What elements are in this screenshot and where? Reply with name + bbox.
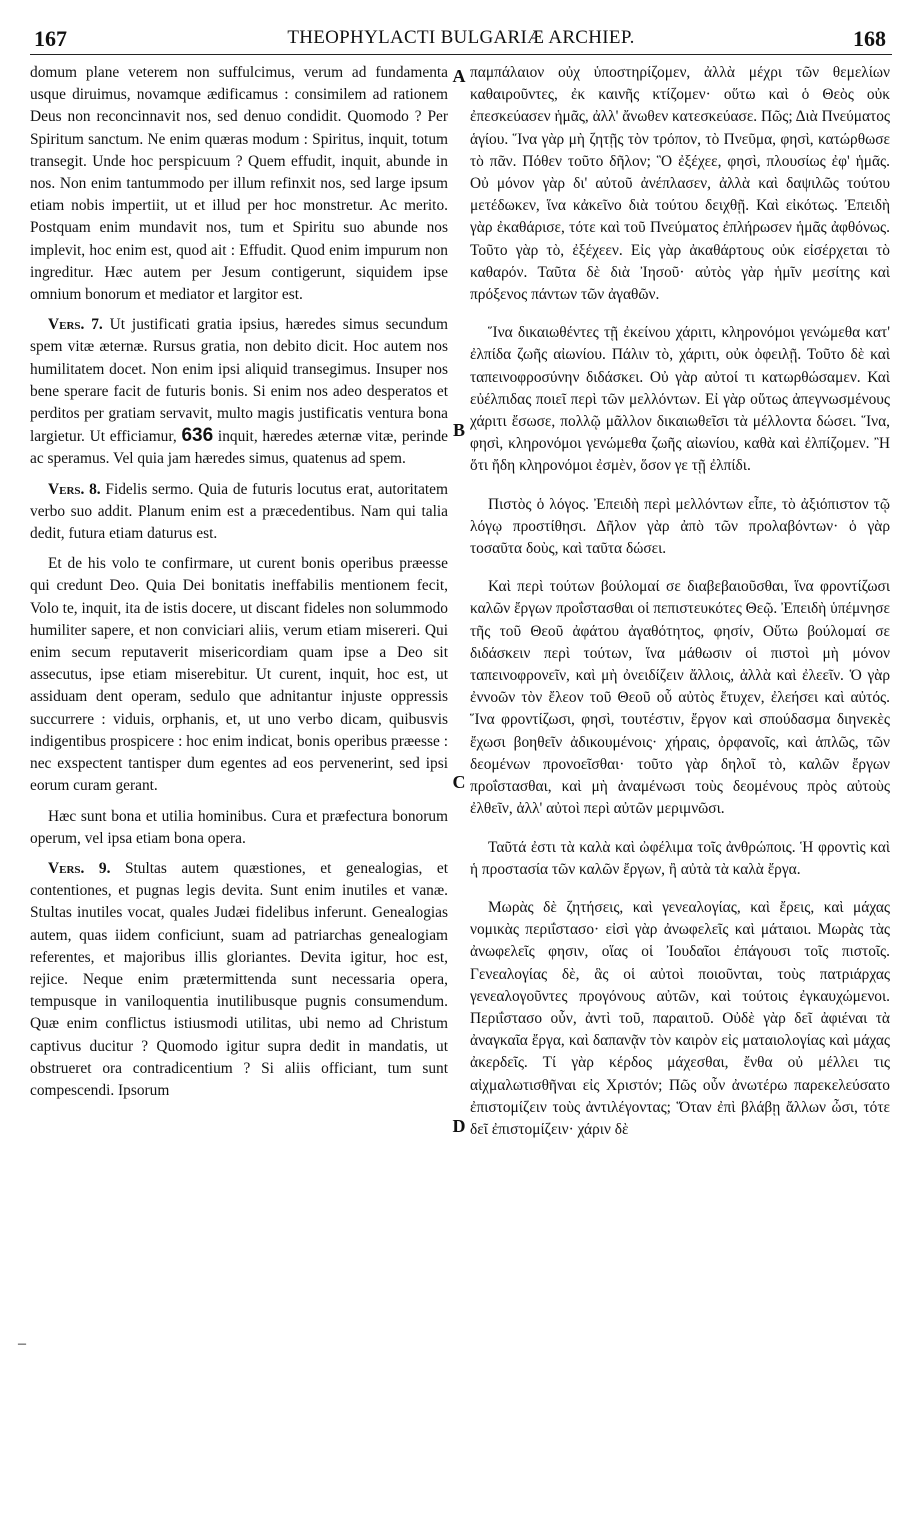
verse-7-label: Vers. 7. — [48, 316, 103, 334]
latin-column — [30, 62, 448, 1524]
section-marker-a: A — [452, 66, 466, 86]
running-title: THEOPHYLACTI BULGARIÆ ARCHIEP. — [287, 27, 635, 48]
latin-paragraph-1: domum plane veterem non suffulcimus, verum ad fundamenta usque diruimus, novamque ædificamus : consimilem ad rationem Deus non reconcinnavit nos, sed denuo condidit. Quomodo ? Per Spiritum sanctum. Ne enim quæras modum : Spiritus, inquit, totum transegit. Unde hoc perspicuum ? Quem effudit, inquit, abunde in nos. Non enim tantummodo per illum refinxit nos, sed large ipsum etiam nobis impertiit, ut et illud per hoc monstretur. Ac merito. Postquam enim mundavit nos, tum et Spiritu suo abunde nos implevit, hoc enim est, quod ait : Effudit. Quod enim impurum non ingreditur. Hæc autem per Jesum contigerunt, siquidem ipse omnium bonorum et mediator et largitor est. — [30, 64, 448, 304]
latin-paragraph-haec: Hæc sunt bona et utilia hominibus. Cura et præfectura bonorum operum, vel ipsa etiam bona opera. — [30, 807, 448, 847]
greek-paragraph-3: Πιστὸς ὁ λόγος. Ἐπειδὴ περὶ μελλόντων εἶπε, τὸ ἀξιόπιστον τῷ λόγῳ προστίθησι. Δῆλον γὰρ ἀπὸ τῶν προλαβόντων· ὁ γὰρ τοσαῦτα δοὺς, καὶ ταῦτα δώσει. — [470, 495, 890, 558]
greek-paragraph-4: Καὶ περὶ τούτων βούλομαί σε διαβεβαιοῦσθαι, ἵνα φροντίζωσι καλῶν ἔργων προΐστασθαι οἱ πεπιστευκότες Θεῷ. Ἐπειδὴ ὑπέμνησε τῆς τοῦ Θεοῦ ἀφάτου ἀγαθότητος, φησίν, Οὕτω βούλομαί σε διδάσκειν περὶ τούτων, ἵνα μάθωσιν οἱ πιστοὶ μὴ μόνον ταπεινοφρονεῖν, καὶ μὴ ὀνειδίζειν ἄλλοις, ἀλλὰ καὶ ἐλεεῖν. Ὁ γὰρ ἐννοῶν τὸν ἔλεον τοῦ Θεοῦ οὗ αὐτὸς ἔτυχεν, ἐλεήσει καὶ αὐτός. Ἵνα φροντίζωσι, φησὶ, τουτέστιν, ἔργον καὶ σπούδασμα διηνεκὲς ἔχωσι βοηθεῖν ἀδικουμένοις· χήραις, ὀρφανοῖς, καὶ ἁπλῶς, τῶν δεομένων προνοεῖσθαι· τοῦτο γὰρ δηλοῖ τὸ, καλῶν ἔργων προΐστασθαι, καὶ μὴ ἀναμένωσι τοὺς δεομένους πρὸς αὐτοὺς ἐλθεῖν, ἀλλ' αὐτοὶ περὶ αὐτῶν μεριμνῶσι. — [470, 578, 890, 818]
latin-paragraph-confirmare: Et de his volo te confirmare, ut curent bonis operibus præesse qui credunt Deo. Quia Dei bonitatis ineffabilis mentionem fecit, Volo te, inquit, ita de istis docere, ut discant fideles non solummodo humiliter sapere, et non conviciari aliis, verum etiam misereri. Qui enim secum reputaverit misericordiam quam ipse a Deo sit assecutus, ipse etiam miserebitur. Ut curent, inquit, hoc est, ut assiduam dent operam, sedulo que adnitantur injuste oppressis succurrere : viduis, orphanis, et, ut uno verbo dicam, quibusvis indigentibus prospicere : hoc enim indicat, bonis operibus præesse : nec exspectent tantisper dum egentes ad eos pervenerint, sed ipsi eorum curam gerant. — [30, 555, 448, 795]
latin-verse-9 — [30, 858, 448, 1102]
greek-paragraph-2: Ἵνα δικαιωθέντες τῇ ἐκείνου χάριτι, κληρονόμοι γενώμεθα κατ' ἐλπίδα ζωῆς αἰωνίου. Πάλιν τὸ, χάριτι, οὐκ ὀφειλῇ. Τοῦτο δὲ καὶ ταπεινοφροσύνην διδάσκει. Οὐ γὰρ αὐτοί τι κατωρθώσαμεν. Καὶ εὐέλπιδας ποιεῖ περὶ τῶν μελλόντων. Εἰ γὰρ οὕτως ἀπεγνωσμένους χάριτι ἔσωσε, πολλῷ μᾶλλον δικαιωθεῖσι τὰ μέλλοντα δώσει. Ἵνα, φησὶ, κληρονόμοι γενώμεθα ζωῆς αἰωνίου, καθὰ καὶ ἐλπίζομεν. Ἢ ὅτι ἤδη κληρονόμοι ἐσμὲν, ὅσον γε τῇ ἐλπίδι. — [470, 324, 890, 475]
section-marker-c: C — [452, 772, 466, 792]
latin-verse-8 — [30, 479, 448, 546]
greek-column — [470, 62, 890, 1524]
verse-7-text-b: inquit, hæredes æternæ vitæ, perinde ac speramus. Vel quia jam hæredes simus, quatenus ad spem. — [30, 428, 448, 468]
verse-9-label: Vers. 9. — [48, 859, 111, 877]
latin-verse-7 — [30, 314, 448, 470]
left-page-number: 167 — [34, 26, 67, 51]
greek-paragraph-5: Ταῦτά ἐστι τὰ καλὰ καὶ ὠφέλιμα τοῖς ἀνθρώποις. Ἡ φροντὶς καὶ ἡ προστασία τῶν καλῶν ἔργων, ἢ αὐτὰ τὰ καλὰ ἔργα. — [470, 838, 890, 878]
verse-9-text: Stultas autem quæstiones, et genealogias, et contentiones, et pugnas legis devita. Sunt enim inutiles et vanæ. Stultas inutiles vocat, quales Judæi fidelibus inferunt. Genealogias autem, quas iidem conficiunt, suam ad patriarchas genealogiam referentes, et majoribus illis gloriantes. Devita igitur, hoc est, rejice. Neque enim prætermittenda sunt necessaria opera, tempusque in vaniloquentia inutilibusque pugnis consumendum. Quæ enim conflictus istiusmodi utilitas, ubi nemo ad Christum captivus ducitur ? Quomodo igitur supra dedit in mandatis, ut obstrueret ora contradicentium ? Si aliis officiant, tum sunt compescendi. Ipsorum — [30, 859, 448, 1099]
greek-paragraph-1: παμπάλαιον οὐχ ὑποστηρίζομεν, ἀλλὰ μέχρι τῶν θεμελίων καθαιροῦντες, ἐκ καινῆς κτίζομεν· οὕτω καὶ ὁ Θεὸς οὐκ ἐπεσκεύασεν ἡμᾶς, ἀλλ' ἄνωθεν κατεσκεύασε. Πῶς; Διὰ Πνεύματος ἁγίου. Ἵνα γὰρ μὴ ζητῇς τὸν τρόπον, τὸ Πνεῦμα, φησὶ, κατώρθωσε τὸ πᾶν. Πόθεν τοῦτο δῆλον; Ὃ ἐξέχεε, φησὶ, πλουσίως ἐφ' ἡμᾶς. Οὐ μόνον γὰρ δι' αὐτοῦ ἀνέπλασεν, ἀλλὰ καὶ δαψιλῶς τούτου μετέδωκεν, ἵνα κἀκεῖνο διὰ τούτου δειχθῇ. Καὶ εἰκότως. Ἐπειδὴ γὰρ ἐκαθάρισε, τότε καὶ τοῦ Πνεύματος ἐπλήρωσεν ἡμᾶς ἀφθόνως. Τοῦτο γὰρ τὸ, ἐξέχεεν. Εἰς γὰρ ἀκαθάρτους οὐκ εἰσέρχεται τὸ καθαρόν. Ταῦτα δὲ διὰ Ἰησοῦ· αὐτὸς γὰρ ἡμῖν μεσίτης καὶ πρόξενος πάντων τῶν ἀγαθῶν. — [470, 64, 890, 304]
section-marker-b: B — [452, 420, 465, 440]
section-marker-d: D — [452, 1116, 466, 1136]
running-header — [30, 20, 892, 55]
verse-8-text: Fidelis sermo. Quia de futuris locutus erat, autoritatem verbo suo addit. Planum enim est a præcedentibus. Nam qui talia dedit, futura etiam daturus est. — [30, 480, 448, 543]
greek-paragraph-6: Μωρὰς δὲ ζητήσεις, καὶ γενεαλογίας, καὶ ἔρεις, καὶ μάχας νομικὰς περιΐστασο· εἰσὶ γὰρ ἀνωφελεῖς καὶ μάταιοι. Μωρὰς τὰς ἀνωφελεῖς φησιν, οἵας οἱ Ἰουδαῖοι ἐπάγουσι τοῖς πιστοῖς. Γενεαλογίας δὲ, ἃς οἱ αὐτοὶ ποιοῦνται, τοὺς πατριάρχας γενεαλογοῦντες προγόνους αὐτῶν, καὶ τούτοις ἐγκαυχώμενοι. Περιΐστασο οὖν, ἀντὶ τοῦ, παραιτοῦ. Οὐδὲ γὰρ δεῖ ἀφιέναι τὰ ἀναγκαῖα ἔργα, καὶ δαπανᾷν τὸν καιρὸν εἰς ματαιολογίας καὶ μάχας ἀκερδεῖς. Τί γὰρ κέρδος μάχεσθαι, ἔνθα οὐ μέλλει τις αἰχμαλωτισθῆναι εἰς Χριστόν; Πῶς οὖν ἀνωτέρω παρεκελεύσατο ἐπιστομίζειν τοὺς ἀντιλέγοντας; Ὅταν ἐπὶ βλάβῃ ἄλλων ὦσι, τότε δεῖ ἐπιστομίζειν· χάριν δὲ — [470, 898, 890, 1138]
right-page-number: 168 — [853, 26, 886, 51]
verse-7-text-a: Ut justificati gratia ipsius, hæredes simus secundum spem vitæ æternæ. Rursus gratia, non debito dicit. Hoc autem nos humilitatem docet. Non enim ipsi aliquid transegimus. Insuper nos bene sperare facit de futuris bonis. Si enim nos adeo desperatos et perditos per gratiam servavit, multo magis justificatis ventura bona largietur. Ut efficiamur, — [30, 316, 448, 446]
verse-8-label: Vers. 8. — [48, 480, 101, 498]
margin-dash: – — [18, 1335, 26, 1352]
column-number: 636 — [181, 425, 214, 447]
